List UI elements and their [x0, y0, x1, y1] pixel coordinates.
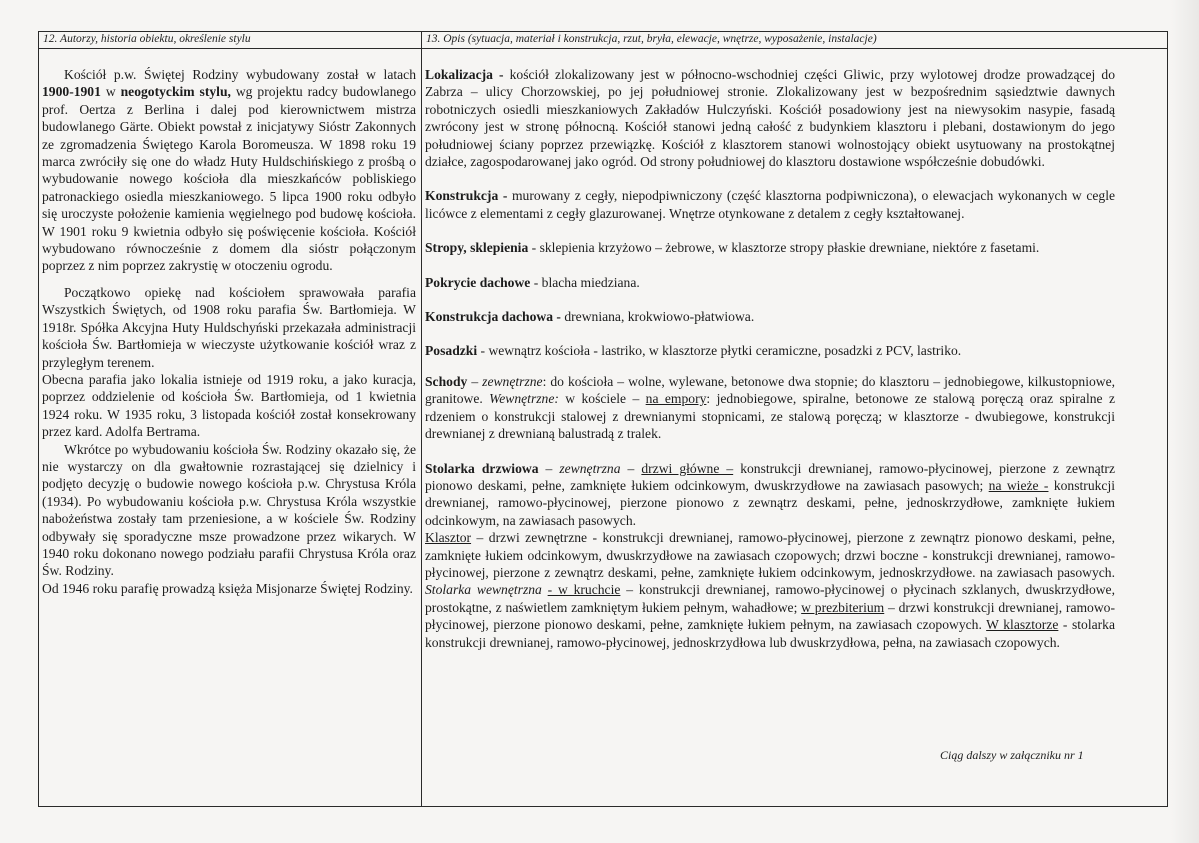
- column-divider: [421, 31, 422, 807]
- page-edge-shadow: [1171, 0, 1199, 843]
- section-stolarka: Stolarka drzwiowa – zewnętrzna – drzwi główne – konstrukcji drewnianej, ramowo-płycinowej, pierzone z zewnątrz pionowo deskami, pełne, zamknięte łukiem odcinkowym, dwuskrzydłowe na zawiasach pasowych; na wieże - konstrukcji drewnianej, ramowo-płycinowej, pierzone pionowo z zewnątrz deskami, pełne, jednoskrzydłowe, zamknięte łukiem odcinkowym, na zawiasach pasowych. Klasztor – drzwi zewnętrzne - konstrukcji drewnianej, ramowo-płycinowej, pierzone z zewnątrz pionowo deskami, pełne, zamknięte łukiem odcinkowym, dwuskrzydłowe na zawiasach czopowych; drzwi boczne - konstrukcji drewnianej, ramowo-płycinowej, pierzone z zewnątrz deskami, pełne, zamknięte łukiem odcinkowym, jednoskrzydłowe. na zawiasach pasowych. Stolarka wewnętrzna - w kruchcie – konstrukcji drewnianej, ramowo-płycinowej o płycinach szklanych, dwuskrzydłowe, prostokątne, z naświetlem zamkniętym łukiem pełnym, wahadłowe; w prezbiterium – drzwi konstrukcji drewnianej, ramowo-płycinowej, pierzone pionowo deskami, pełne, zamknięte łukiem pełnym, na zawiasach czopowych. W klasztorze - stolarka konstrukcji drewnianej, ramowo-płycinowej, jednoskrzydłowa lub dwuskrzydłowa, pełna, na zawiasach czopowych.: [425, 460, 1116, 650]
- left-column-heading: 12. Autorzy, historia obiektu, określenie stylu: [43, 33, 251, 45]
- history-paragraph-5: Od 1946 roku parafię prowadzą księża Misjonarze Świętej Rodziny.: [42, 580, 413, 596]
- section-stropy: Stropy, sklepienia - sklepienia krzyżowo – żebrowe, w klasztorze stropy płaskie drewniane, niektóre z fasetami.: [425, 240, 1040, 256]
- history-paragraph-3: Obecna parafia jako lokalia istnieje od 1919 roku, a jako kuracja, poprzez oddzielenie od kościoła Św. Bartłomieja, od 1 kwietnia 1924 roku. W 1935 roku, 3 listopada kościół został konsekrowany przez kard. Adolfa Bertrama.: [42, 371, 416, 440]
- description-column: [425, 66, 1115, 651]
- history-paragraph-2: Początkowo opiekę nad kościołem sprawowała parafia Wszystkich Świętych, od 1908 roku parafia Św. Bartłomieja. W 1918r. Spółka Akcyjna Huty Huldschyński przekazała administracji kościoła Św. Bartłomieja w wieczyste użytkowanie kościół wraz z przyległym terenem.: [42, 284, 416, 370]
- section-konstrukcja: Konstrukcja - murowany z cegły, niepodpiwniczony (część klasztorna podpiwniczona), o elewacjach wykonanych w cegle licówce z elementami z cegły glazurowanej. Wnętrze otynkowane z detalem z cegły kształtowanej.: [425, 188, 1116, 221]
- history-paragraph-4: Wkrótce po wybudowaniu kościoła Św. Rodziny okazało się, że nie wystarczy on dla gwałtownie rozrastającej się dzielnicy i podjęto decyzję o budowie nowego kościoła p.w. Chrystusa Króla (1934). Po wybudowaniu kościoła p.w. Chrystusa Króla wszystkie nabożeństwa zostały tam przeniesione, a w kościele Św. Rodziny odbywały się sporadyczne msze prowadzone przez wikarych. W 1940 roku dokonano nowego podziału parafii Chrystusa Króla oraz Św. Rodziny.: [42, 441, 416, 579]
- section-schody: Schody – zewnętrzne: do kościoła – wolne, wylewane, betonowe dwa stopnie; do klasztoru – jednobiegowe, kilkustopniowe, granitowe. Wewnętrzne: w kościele – na empory: jednobiegowe, spiralne, betonowe ze stalową poręczą oraz spiralne z rdzeniem o konstrukcji stalowej z drewnianymi stopnicami, ze stalową poręczą; w klasztorze - dwubiegowe, konstrukcji drewnianej z drewnianą balustradą z tralek.: [425, 373, 1116, 442]
- header-rule: [38, 48, 1168, 49]
- section-lokalizacja: Lokalizacja - kościół zlokalizowany jest w północno-wschodniej części Gliwic, przy wylotowej drodze prowadzącej do Zabrza – ulicy Chorzowskiej, po jej południowej stronie. Zlokalizowany jest w bezpośrednim sąsiedztwie dawnych robotniczych osiedli mieszkaniowych Zakładów Hulczyński. Kościół posadowiony jest na niewysokim nasypie, fasadą zwrócony jest w stronę północną. Kościół stanowi jedną całość z budynkiem klasztoru i plebani, dostawionym do jego południowej ściany poprzez przewiązkę. Kościół z klasztorem stanowi wolnostojący obiekt usytuowany na prostokątnej działce, zagospodarowanej jako ogród. Od strony południowej do klasztoru dostawione współcześnie dobudówki.: [425, 67, 1115, 170]
- right-column-heading: 13. Opis (sytuacja, materiał i konstrukcja, rzut, bryła, elewacje, wnętrze, wyposażenie, instalacje): [426, 33, 877, 45]
- history-column: [42, 66, 416, 597]
- history-paragraph-1: Kościół p.w. Świętej Rodziny wybudowany został w latach 1900-1901 w neogotyckim stylu, wg projektu radcy budowlanego prof. Oertza z Berlina i dalej pod kierownictwem mistrza budowlanego Gärte. Obiekt powstał z inicjatywy Sióstr Zakonnych ze zgromadzenia Świętego Karola Boromeusza. W 1898 roku 19 marca zwróciły się one do władz Huty Huldschińskiego z prośbą o wybudowanie nowego kościoła dla mieszkańców pobliskiego patronackiego osiedla mieszkaniowego. 5 lipca 1900 roku odbyło się uroczyste położenie kamienia węgielnego pod budowę kościoła. W 1901 roku 9 kwietnia odbyło się poświęcenie kościoła. Kościół wybudowano równocześnie z domem dla sióstr połączonym poprzez z nim poprzez zakrystię w otoczeniu ogrodu.: [42, 67, 417, 274]
- section-konstrukcja-dachowa: Konstrukcja dachowa - drewniana, krokwiowo-płatwiowa.: [425, 309, 755, 325]
- section-posadzki: Posadzki - wewnątrz kościoła - lastriko, w klasztorze płytki ceramiczne, posadzki z PCV, lastriko.: [425, 343, 962, 359]
- section-pokrycie: Pokrycie dachowe - blacha miedziana.: [425, 274, 640, 290]
- continuation-note: Ciąg dalszy w załączniku nr 1: [940, 748, 1084, 762]
